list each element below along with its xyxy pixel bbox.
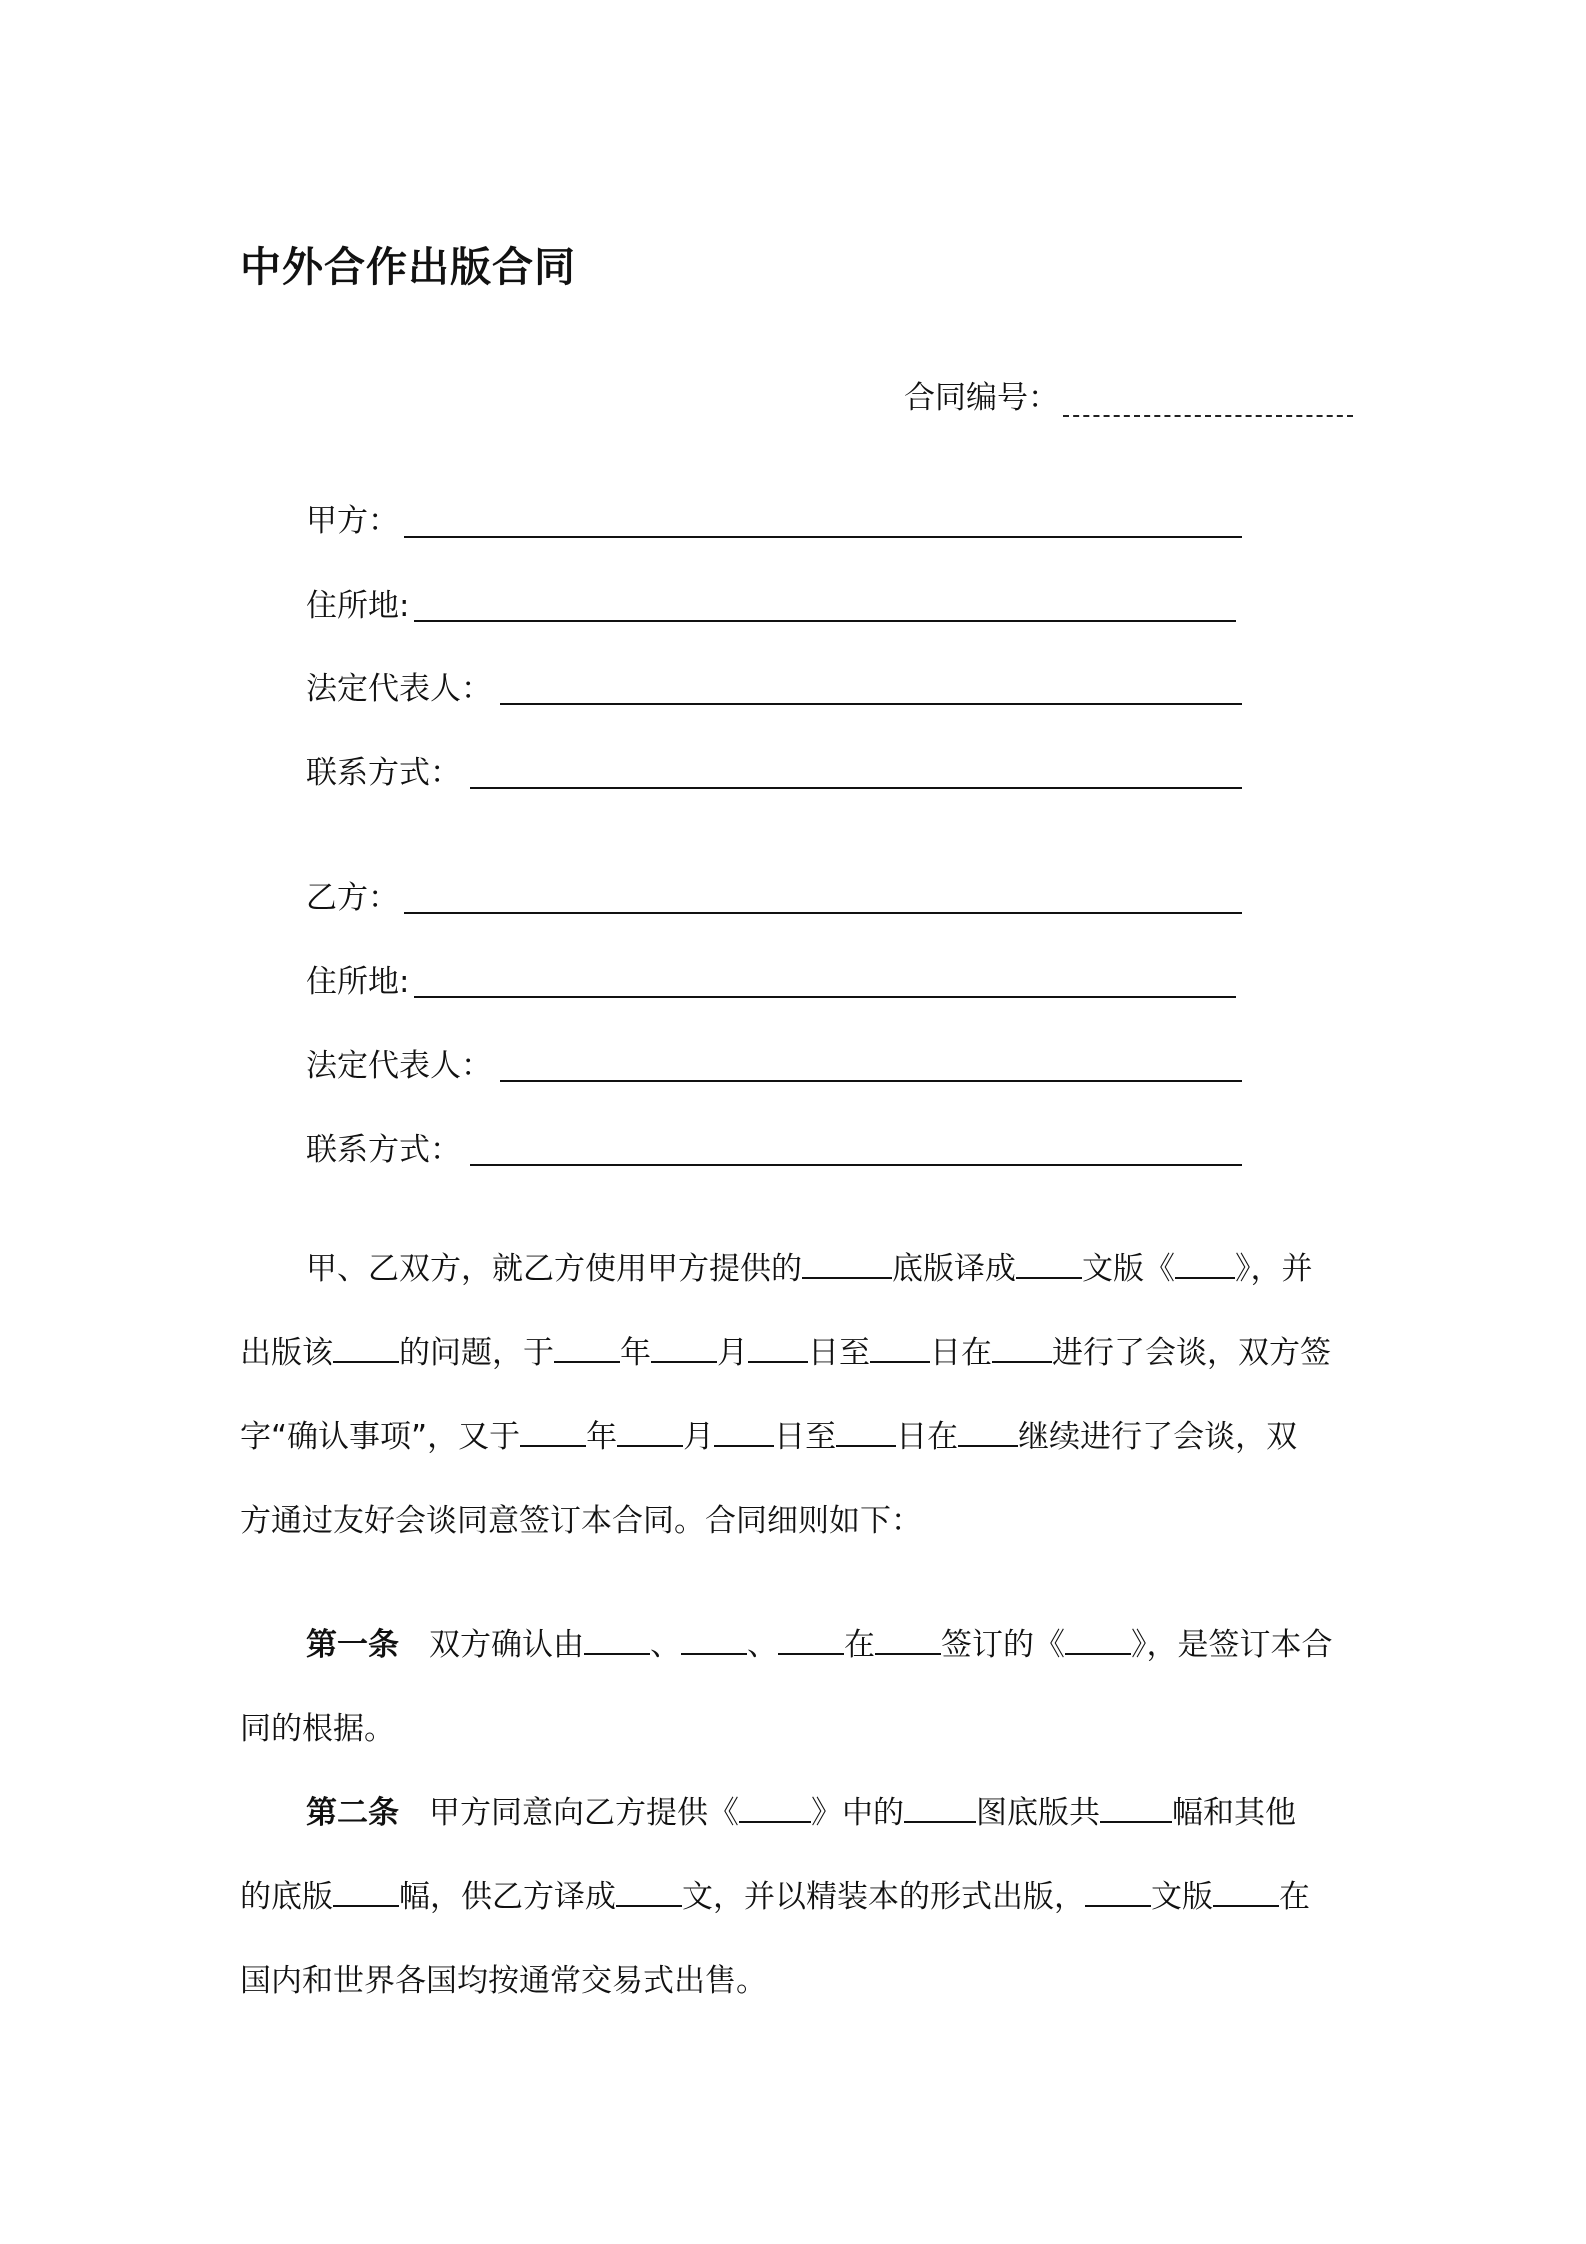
party-b-contact-label: 联系方式： xyxy=(306,1132,461,1168)
blank-field[interactable] xyxy=(836,1417,896,1447)
article-text: 在 xyxy=(1279,1879,1310,1915)
preamble-text: 继续进行了会谈，双 xyxy=(1018,1419,1298,1455)
blank-field[interactable] xyxy=(1100,1793,1172,1823)
party-a-contact-label: 联系方式： xyxy=(306,755,461,791)
preamble-text: 日在 xyxy=(896,1419,959,1455)
article-text: 甲方同意向乙方提供《 xyxy=(429,1795,739,1831)
blank-field[interactable] xyxy=(520,1417,586,1447)
party-a-contact-blank[interactable] xyxy=(470,787,1242,789)
preamble-text: 出版该 xyxy=(240,1335,333,1371)
blank-field[interactable] xyxy=(554,1333,620,1363)
blank-field[interactable] xyxy=(802,1249,892,1279)
blank-field[interactable] xyxy=(617,1417,683,1447)
party-a-representative-blank[interactable] xyxy=(500,703,1242,705)
preamble-text: 字“确认事项”，又于 xyxy=(240,1419,521,1455)
blank-field[interactable] xyxy=(992,1333,1052,1363)
preamble-text: 年 xyxy=(586,1419,618,1455)
preamble-text: 年 xyxy=(620,1335,651,1371)
article-text: 、 xyxy=(747,1627,778,1663)
blank-field[interactable] xyxy=(616,1877,682,1907)
article-text: 双方确认由 xyxy=(429,1627,584,1663)
article-text: 》中的 xyxy=(811,1795,904,1831)
blank-field[interactable] xyxy=(1213,1877,1279,1907)
preamble-text: 进行了会谈，双方签 xyxy=(1052,1335,1331,1371)
blank-field[interactable] xyxy=(1065,1625,1131,1655)
article-text: 的底版 xyxy=(240,1879,333,1915)
party-a-name-label: 甲方： xyxy=(306,503,399,539)
blank-field[interactable] xyxy=(904,1793,976,1823)
blank-field[interactable] xyxy=(958,1417,1018,1447)
blank-field[interactable] xyxy=(1175,1249,1235,1279)
blank-field[interactable] xyxy=(1085,1877,1151,1907)
article-text: 、 xyxy=(650,1627,681,1663)
document-title: 中外合作出版合同 xyxy=(240,243,576,291)
party-a-address xyxy=(306,580,409,625)
preamble-text: 底版译成 xyxy=(892,1251,1016,1287)
blank-field[interactable] xyxy=(333,1877,399,1907)
party-b-representative-blank[interactable] xyxy=(500,1080,1242,1082)
contract-number-blank[interactable] xyxy=(1063,414,1353,417)
contract-number-label: 合同编号： xyxy=(904,380,1059,416)
article-text: 文，并以精装本的形式出版， xyxy=(682,1879,1085,1915)
preamble-text: 》，并 xyxy=(1235,1251,1313,1287)
article-2 xyxy=(240,1771,1355,2023)
article-1 xyxy=(240,1603,1355,1771)
preamble-text: 的问题，于 xyxy=(399,1335,554,1371)
article-text: 在 xyxy=(844,1627,875,1663)
preamble-text: 文版《 xyxy=(1082,1251,1175,1287)
party-b-address xyxy=(306,956,409,1001)
article-text: 幅和其他 xyxy=(1172,1795,1296,1831)
article-2-title: 第二条 xyxy=(306,1795,399,1831)
party-a-name xyxy=(306,495,399,540)
party-a-representative-label: 法定代表人： xyxy=(306,671,492,707)
blank-field[interactable] xyxy=(714,1417,774,1447)
blank-field[interactable] xyxy=(681,1625,747,1655)
preamble-paragraph xyxy=(240,1227,1355,1563)
blank-field[interactable] xyxy=(748,1333,808,1363)
party-a-address-blank[interactable] xyxy=(414,620,1236,622)
preamble-text: 日至 xyxy=(774,1419,837,1455)
party-b-address-label: 住所地: xyxy=(306,964,410,1000)
party-b-contact-blank[interactable] xyxy=(470,1164,1242,1166)
blank-field[interactable] xyxy=(333,1333,399,1363)
blank-field[interactable] xyxy=(870,1333,930,1363)
party-b-representative xyxy=(306,1040,492,1085)
party-a-representative xyxy=(306,663,492,708)
blank-field[interactable] xyxy=(584,1625,650,1655)
party-b-name-blank[interactable] xyxy=(404,912,1242,914)
article-text: 文版 xyxy=(1151,1879,1213,1915)
article-text: 幅，供乙方译成 xyxy=(399,1879,616,1915)
blank-field[interactable] xyxy=(778,1625,844,1655)
preamble-text: 方通过友好会谈同意签订本合同。合同细则如下： xyxy=(240,1503,922,1539)
party-b-contact xyxy=(306,1124,461,1169)
blank-field[interactable] xyxy=(739,1793,811,1823)
contract-number xyxy=(904,372,1353,417)
party-b-address-blank[interactable] xyxy=(414,996,1236,998)
preamble-text: 月 xyxy=(683,1419,715,1455)
party-b-name-label: 乙方： xyxy=(306,880,399,916)
party-b-name xyxy=(306,872,399,917)
preamble-text: 甲、乙双方，就乙方使用甲方提供的 xyxy=(306,1251,802,1287)
article-1-title: 第一条 xyxy=(306,1627,399,1663)
blank-field[interactable] xyxy=(651,1333,717,1363)
party-a-address-label: 住所地: xyxy=(306,588,410,624)
blank-field[interactable] xyxy=(1016,1249,1082,1279)
article-text: 签订的《 xyxy=(941,1627,1065,1663)
article-text: 》，是签订本合 xyxy=(1131,1627,1333,1663)
preamble-text: 日至 xyxy=(808,1335,870,1371)
party-a-name-blank[interactable] xyxy=(404,536,1242,538)
blank-field[interactable] xyxy=(875,1625,941,1655)
article-text: 图底版共 xyxy=(976,1795,1100,1831)
party-b-representative-label: 法定代表人： xyxy=(306,1048,492,1084)
preamble-text: 月 xyxy=(717,1335,748,1371)
party-a-contact xyxy=(306,747,461,792)
article-text: 同的根据。 xyxy=(240,1711,395,1747)
preamble-text: 日在 xyxy=(930,1335,992,1371)
article-text: 国内和世界各国均按通常交易式出售。 xyxy=(240,1963,767,1999)
